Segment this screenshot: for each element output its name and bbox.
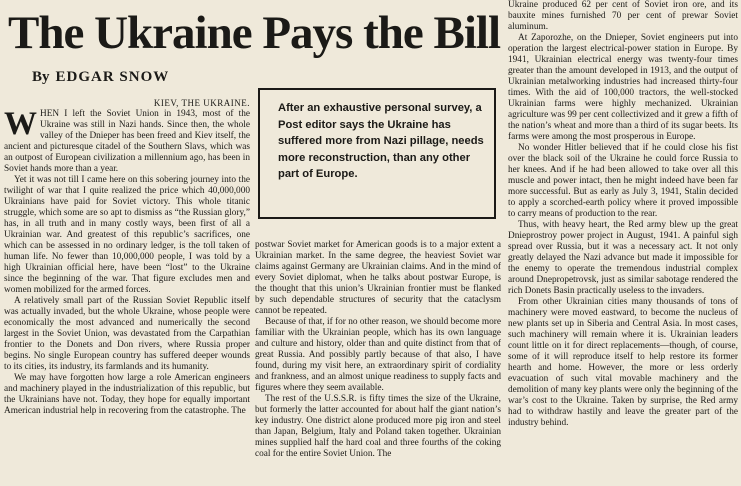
paragraph: Because of that, if for no other reason, we should become more familiar with the Ukrainian people, which has its own language and culture and history, older than and quite distinct from that of great Russia. And possibly partly because of that also, I have found, during my visit here, an extraordinary spirit of cordiality and frankness, and an almost unique readiness to supply facts and figures where they seem available. bbox=[255, 317, 501, 393]
byline-prefix: By bbox=[32, 69, 50, 85]
article-column-3 bbox=[508, 0, 738, 429]
dateline: KIEV, THE UKRAINE. bbox=[153, 98, 250, 108]
article-column-2 bbox=[255, 240, 501, 460]
paragraph: A relatively small part of the Russian Soviet Republic itself was actually invaded, but the whole Ukraine, whose people were economically the most advanced and numerically the second largest in the Soviet Union, was devastated from the Carpathian frontier to the Donets and Don rivers, where Russia proper begins. No single European country has suffered deeper wounds to its cities, its industry, its farmlands and its humanity. bbox=[4, 296, 250, 372]
drop-cap: W bbox=[4, 106, 37, 142]
lead-paragraph bbox=[4, 106, 250, 175]
byline bbox=[32, 69, 169, 86]
paragraph: From other Ukrainian cities many thousands of tons of machinery were moved eastward, to become the nucleus of new plants set up in Siberia and Central Asia. In most cases, such machinery will remain where it is. Ukrainian leaders count little on it for direct replacements—though, of course, some of it will reproduce itself to help restore its former hearth and home. However, the more or less orderly evacuation of such vital movable machinery and the demolition of many key plants were only the beginning of the war’s cost to the Ukraine. Taken by surprise, the Red army had to withdraw hastily and leave the greater part of the industry behind. bbox=[508, 297, 738, 428]
pull-quote-text: After an exhaustive personal survey, a Post editor says the Ukraine has suffered more from Nazi pillage, needs more reconstruction, than any other part of Europe. bbox=[278, 102, 484, 181]
paragraph: Yet it was not till I came here on this sobering journey into the twilight of war that I quite realized the price which 40,000,000 Ukrainians have paid for Soviet victory. This whole titanic struggle, which some are so apt to dismiss as “the Russian glory,” has, in all truth and in many costly ways, been first of all a Ukrainian war. And greatest of this republic’s sacrifices, one which can be assessed in no ordinary ledger, is the toll taken of human life. No fewer than 10,000,000 people, I was told by a high Ukrainian official here, have been “lost” to the Ukraine since the beginning of the war. That figure excludes men and women mobilized for the armed forces. bbox=[4, 175, 250, 295]
paragraph: At Zaporozhe, on the Dnieper, Soviet engineers put into operation the largest electrical-power station in Europe. By 1941, Ukrainian electrical energy was twenty-four times greater than the amount developed in 1913, and the output of Ukrainian metalworking industries had increased thirty-four times. With the aid of 100,000 tractors, the well-stocked Ukrainian farms were highly mechanized. Ukrainian agriculture was 99 per cent collectivized and it grew a fifth of the nation’s wheat and more than a third of its sugar beets. Its farms were among the most prosperous in Europe. bbox=[508, 33, 738, 142]
lead-text: HEN I left the Soviet Union in 1943, most of the Ukraine was still in Nazi hands. Since then, the whole valley of the Dnieper has been freed and Kiev itself, the ancient and picturesque citadel of the Southern Slavs, which was an outpost of European civilization a millennium ago, has been in Soviet hands more than a year. bbox=[4, 109, 250, 174]
paragraph: Ukraine produced 62 per cent of Soviet iron ore, and its bauxite mines furnished 70 per cent of prewar Soviet aluminum. bbox=[508, 0, 738, 32]
paragraph: postwar Soviet market for American goods is to a major extent a Ukrainian market. In the same degree, the heaviest Soviet war claims against Germany are Ukrainian claims. And in the mind of every Soviet diplomat, when he talks about postwar Europe, is the thought that this union’s Ukrainian frontier must be flanked by such dependable structures of security that the cataclysm cannot be repeated. bbox=[255, 240, 501, 316]
article-column-1 bbox=[4, 98, 250, 417]
paragraph: Thus, with heavy heart, the Red army blew up the great Dnieprostroy power project in August, 1941. A painful sigh spread over Russia, but it was a necessary act. It not only greatly delayed the Nazi advance but made it impossible for the enemy to operate the tremendous industrial complex around Dnepropetrovsk, just as similar sabotage rendered the rich Donets Basin practically useless to the invaders. bbox=[508, 220, 738, 296]
byline-author: EDGAR SNOW bbox=[55, 69, 170, 85]
article-headline: The Ukraine Pays the Bill bbox=[8, 7, 501, 59]
paragraph: We may have forgotten how large a role American engineers and machinery played in the industrialization of this republic, but the Ukrainians have not. Today, they hope for equally important American industrial help in recovering from the catastrophe. The bbox=[4, 373, 250, 416]
pull-quote-box bbox=[258, 88, 496, 219]
paragraph: The rest of the U.S.S.R. is fifty times the size of the Ukraine, but formerly the latter accounted for about half the giant nation’s key industry. One district alone produced more pig iron and steel than Japan, Belgium, Italy and Poland taken together. Ukrainian mines supplied half the hard coal and three fourths of the coking coal for the entire Soviet Union. The bbox=[255, 394, 501, 459]
paragraph: No wonder Hitler believed that if he could close his fist over the black soil of the Ukraine he could force Russia to her knees. And if he had been allowed to take over all this muscle and power intact, then he might indeed have been far more successful. But as early as July 3, 1941, Stalin decided to apply a scorched-earth policy where it proved impossible to carry means of production to the rear. bbox=[508, 143, 738, 219]
